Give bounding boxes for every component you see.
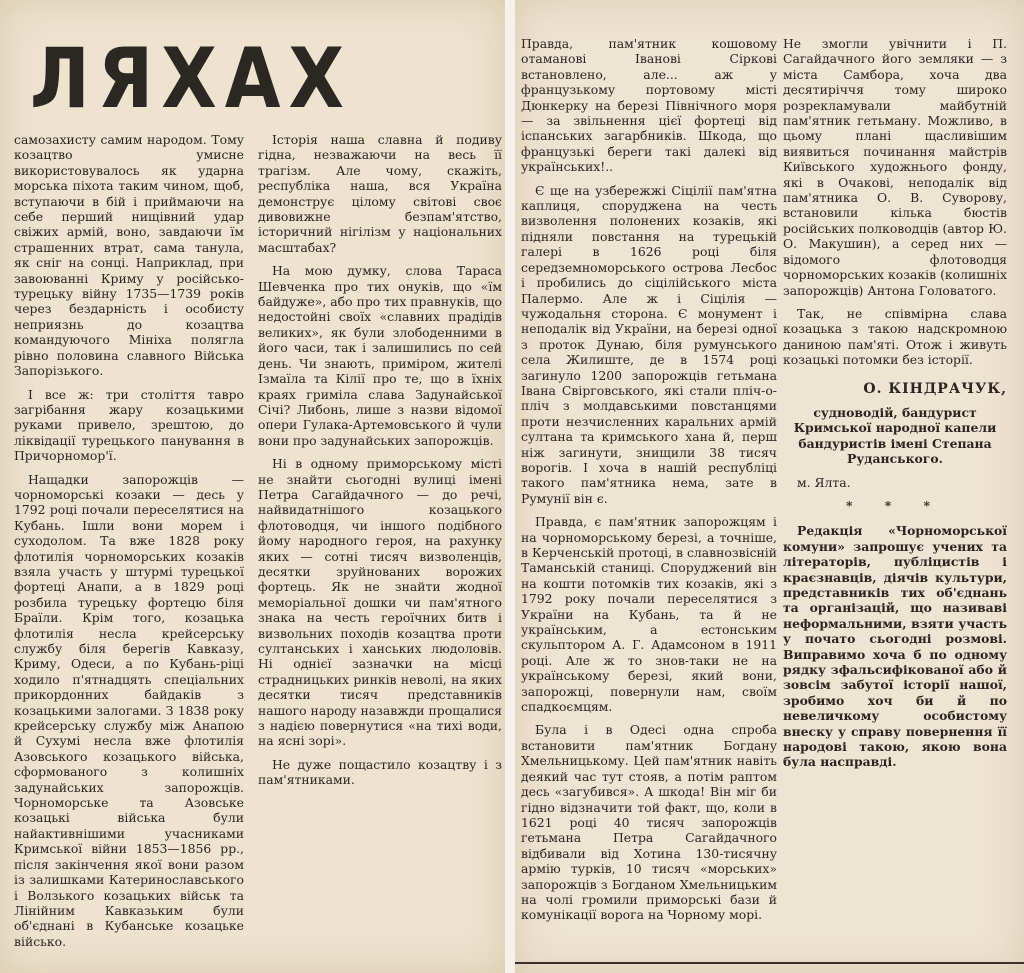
paragraph: Є ще на узбережжі Сіцілії пам'ятна каплиця, споруджена на честь визволення полонених козаків, які підняли повстання на турецькій галері в 1626 році біля середземноморського острова Лесбос і пробились до сіцілійського міста Палермо. Але ж і Сіцілія — чужодальня сторона. Є монумент і неподалік від України, на березі одної з проток Дунаю, біля румунського села Жилиште, де в 1574 році загинуло 1200 запорожців гетьмана Івана Свірговського, які стали пліч-о-пліч з молдавськими повстанцями проти незчисленних каральних армій султана та кримського хана й, перш ніж загинути, знищили 38 тисяч ворогів. І хоча в нашій республіці такого пам'ятника нема, зате в Румунії він є.	[521, 182, 777, 506]
paragraph: Так, не співмірна слава козацька з такою надскромною даниною пам'яті. Отож і живуть козацькі потомки без історії.	[783, 305, 1007, 368]
paragraph: Правда, пам'ятник кошовому отаманові Іванові Сіркові встановлено, але... аж у французькому портовому місті Дюнкерку на березі Північного моря — за звільнення цієї фортеці від іспанських загарбників. Шкода, що французькі береги такі далекі від українських!..	[521, 36, 777, 175]
clipping-gap	[505, 0, 515, 973]
paragraph: Нащадки запорожців — чорноморські козаки — десь у 1792 році почали переселятися на Кубань. Ішли вони морем і суходолом. Та вже 1828 року флотилія чорноморських козаків взяла участь у штурмі турецької фортеці Анапи, а в 1829 році розбила турецьку фортецю біля Браїли. Крім того, козацька флотилія несла крейсерську службу біля берегів Кавказу, Криму, Одеси, а по Кубань-ріці ходило п'ятнадцять спеціальних прикордонних байдаків з козацькими залогами. З 1838 року крейсерську службу між Анапою й Сухумі несла вже флотилія Азовського козацького війська, сформованого з колишніх задунайських запорожців. Чорноморське та Азовське козацькі війська були найактивнішими учасниками Кримської війни 1853—1856 рр., після закінчення якої вони разом із залишками Катеринославського і Волзького козацьких військ та Лінійним Кавказьким були об'єднані в Кубанське козацьке військо.	[14, 471, 244, 949]
bottom-rule	[515, 962, 1024, 964]
paragraph: На мою думку, слова Тараса Шевченка про тих онуків, що «їм байдуже», або про тих правнуків, що недостойні своїх «славних прадідів великих», як були злободенними в його часи, так і залишились по сей день. Чи знають, приміром, жителі Ізмаїла та Кілії про те, що в їхніх краях гриміла слава Задунайської Січі? Либонь, лише з назви відомої опери Гулака-Артемовського й чули вони про задунайських запорожців.	[258, 263, 502, 448]
paragraph: І все ж: три століття тавро загрібання жару козацькими руками привело, зрештою, до ліквідації турецького панування в Причорномор'ї.	[14, 386, 244, 464]
paragraph: Була і в Одесі одна спроба встановити пам'ятник Богдану Хмельницькому. Цей пам'ятник навіть деякий час тут стояв, а потім раптом десь «загубився». А шкода! Він міг би гідно відзначити той факт, що, коли в 1621 році 40 тисяч запорожців гетьмана Петра Сагайдачного відбивали від Хотина 130-тисячну армію турків, 10 тисяч «морських» запорожців з Богданом Хмельницьким на чолі громили приморські бази й комунікації ворога на Чорному морі.	[521, 722, 777, 923]
paragraph: Історія наша славна й подиву гідна, незважаючи на весь її трагізм. Але чому, скажіть, республіка наша, вся Україна демонструє цілому світові своє дивовижне безпам'ятство, історичний нігілізм у національних масштабах?	[258, 132, 502, 255]
column-4	[783, 36, 1007, 968]
paragraph: Правда, є пам'ятник запорожцям і на чорноморському березі, а точніше, в Керченській протоці, в славнозвісній Таманській станиці. Споруджений він на кошти потомків тих козаків, які з 1792 року почали переселятися з України на Кубань, та й не українським, а естонським скульптором А. Г. Адамсоном в 1911 році. Але ж то знов-таки не на українському березі, який вони, запорожці, повернули нам, своїм спадкоємцям.	[521, 514, 777, 715]
paragraph: Не змогли увічнити і П. Сагайдачного його земляки — з міста Самбора, хоча два десятиріччя тому широко розрекламували майбутній пам'ятник гетьману. Можливо, в цьому плані щасливішим виявиться починання майстрів Київського художнього фонду, які в Очакові, неподалік від пам'ятника О. В. Суворову, встановили кілька бюстів російських полководців (автор Ю. О. Макушин), а серед них — відомого флотоводця чорноморських козаків (колишніх запорожців) Антона Головатого.	[783, 36, 1007, 298]
column-1	[14, 132, 244, 968]
paragraph: Не дуже пощастило козацтву і з пам'ятниками.	[258, 756, 502, 788]
author-place: м. Ялта.	[797, 474, 851, 490]
editorial-note: Редакція «Чорноморської комуни» запрошує учених та літераторів, публіцистів і краєзнавців, діячів культури, представників тих об'єднань та організацій, що називаві неформальними, взяти участь у почато сьогодні розмові. Виправимо хоча б по одному рядку зфальсифікованої або й зовсім забутої історії нашої, зробимо хоч би й по невеличкому особистому внеску у справу повернення її народові такою, якою вона була насправді.	[783, 523, 1007, 770]
author-signature	[783, 382, 1007, 490]
column-2	[258, 132, 502, 968]
paragraph: самозахисту самим народом. Тому козацтво умисне використовувалось як ударна морська піхота таким чином, щоб, вступаючи в бій і приймаючи на себе перший нищівний удар свіжих армій, воно, завдаючи їм страшенних втрат, сама танула, як сніг на сонці. Наприклад, при завоюванні Криму у російсько-турецьку війну 1735—1739 років через бездарність і особисту неприязнь до козацтва командуючого Мініха полягла рівно половина славного Війська Запорізького.	[14, 132, 244, 379]
author-description: судноводій, бандурист Кримської народної капели бандуристів імені Степана Руданського.	[793, 404, 997, 467]
section-separator: * * *	[845, 497, 945, 513]
paragraph: Ні в одному приморському місті не знайти сьогодні вулиці імені Петра Сагайдачного — до речі, найвидатнішого козацького флотоводця, чи іншого подібного йому народного героя, на рахунку яких — сотні тисяч визволенців, десятки зруйнованих ворожих фортець. Як не знайти жодної меморіальної дошки чи пам'ятного знака на честь героїчних битв і визвольних походів козацтва проти султанських і ханських людоловів. Ні однієї зазначки на місці страдницьких ринків неволі, на яких десятки тисяч представників нашого народу назавжди прощалися з надією повернутися «на тихі води, на ясні зорі».	[258, 456, 502, 749]
article-title: ЛЯХАХ	[30, 30, 352, 127]
column-3	[521, 36, 777, 968]
author-name: О. КІНДРАЧУК,	[863, 380, 1007, 397]
